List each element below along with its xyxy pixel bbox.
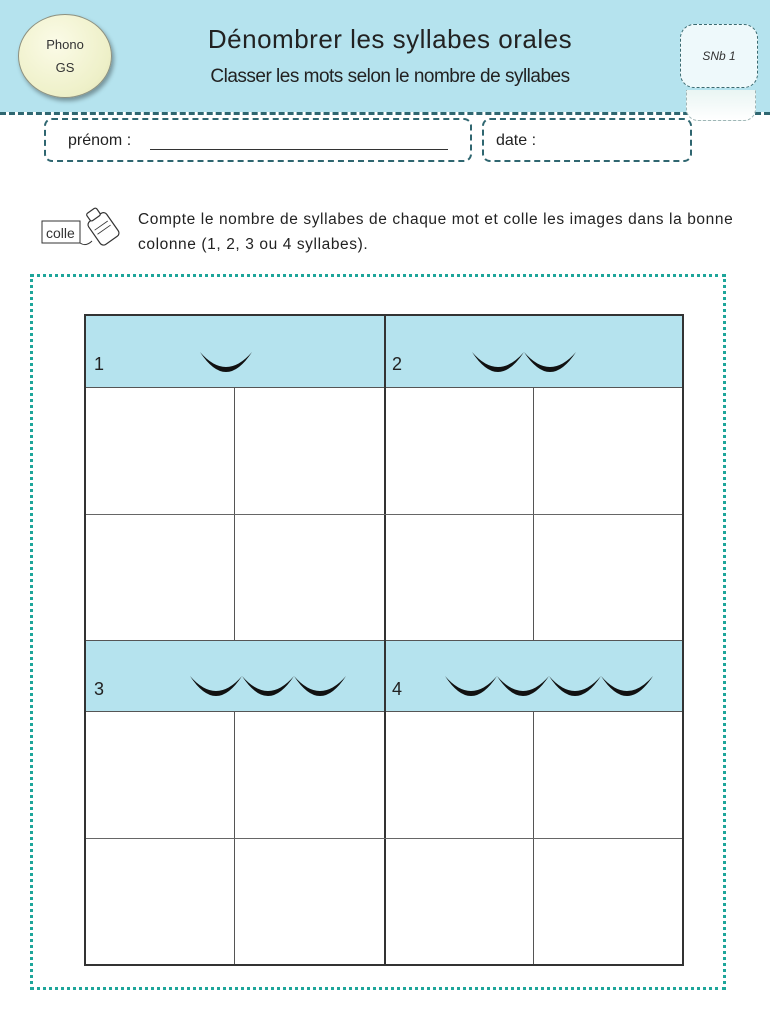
colle-icon-label: colle <box>46 225 75 241</box>
page-title: Dénombrer les syllabes orales <box>207 24 573 54</box>
syllable-arc <box>472 352 524 372</box>
name-field[interactable] <box>44 118 472 162</box>
section-number-2: 2 <box>392 354 403 374</box>
cell-divider <box>86 514 682 515</box>
syllable-arcs-4 <box>441 670 653 706</box>
syllable-arc <box>524 352 576 372</box>
badge-subject: Phono <box>46 37 84 52</box>
syllable-arcs-3 <box>186 670 346 706</box>
glue-bottle-icon <box>40 205 124 251</box>
instruction-text: Compte le nombre de syllabes de chaque mot et colle les images dans la bonne colonne (1, 2, 3 ou 4 syllabes). <box>138 211 734 253</box>
syllable-arc <box>445 676 497 696</box>
reference-badge: SNb 1 <box>680 24 758 88</box>
header-divider <box>0 112 770 115</box>
section-number-1: 1 <box>94 354 105 374</box>
name-line <box>150 149 448 150</box>
syllable-arcs-2 <box>468 346 578 382</box>
syllable-arc <box>601 676 653 696</box>
date-field[interactable] <box>482 118 692 162</box>
syllable-arc <box>497 676 549 696</box>
syllable-arc <box>294 676 346 696</box>
section-number-3: 3 <box>94 679 105 699</box>
syllable-arcs-1 <box>196 346 256 382</box>
header-band <box>0 0 770 112</box>
page-subtitle: Classer les mots selon le nombre de syllabes <box>210 66 570 87</box>
section-divider-vertical <box>384 316 386 964</box>
syllable-arc <box>200 352 252 372</box>
level-badge <box>18 14 112 98</box>
section-number-4: 4 <box>392 679 403 699</box>
syllable-arc <box>549 676 601 696</box>
syllable-arc <box>242 676 294 696</box>
syllable-arc <box>190 676 242 696</box>
cell-divider <box>86 838 682 839</box>
date-label: date : <box>496 132 537 149</box>
reference-reflection <box>686 90 756 121</box>
name-label: prénom : <box>68 132 132 149</box>
badge-level: GS <box>55 60 75 75</box>
syllable-grid <box>84 314 684 966</box>
